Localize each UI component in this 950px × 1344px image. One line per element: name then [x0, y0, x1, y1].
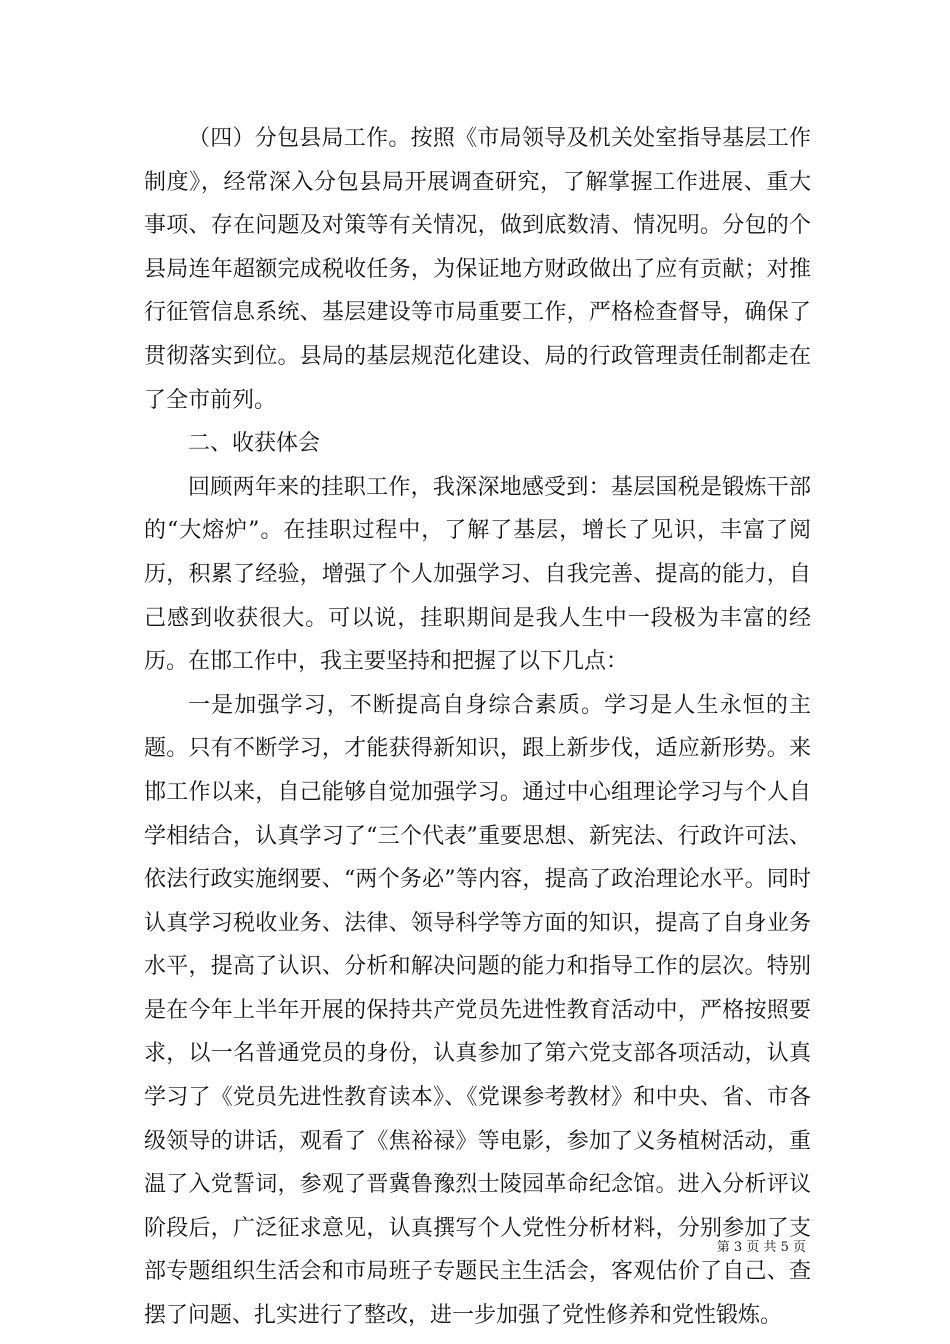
paragraph-section-four: （四）分包县局工作。按照《市局领导及机关处室指导基层工作制度》，经常深入分包县局开展调查研究，了解掌握工作进展、重大事项、存在问题及对策等有关情况，做到底数清、情况明。分包的个县局连年超额完成税收任务，为保证地方财政做出了应有贡献；对推行征管信息系统、基层建设等市局重要工作，严格检查督导，确保了贯彻落实到位。县局的基层规范化建设、局的行政管理责任制都走在了全市前列。: [144, 126, 811, 413]
page-number: 第 3 页 共 5 页: [716, 1240, 806, 1255]
document-body: [144, 117, 811, 1338]
paragraph-point-one: 一是加强学习，不断提高自身综合素质。学习是人生永恒的主题。只有不断学习，才能获得新知识，跟上新步伐，适应新形势。来邯工作以来，自己能够自觉加强学习。通过中心组理论学习与个人自学相结合，认真学习了“三个代表”重要思想、新宪法、行政许可法、依法行政实施纲要、“两个务必”等内容，提高了政治理论水平。同时认真学习税收业务、法律、领导科学等方面的知识，提高了自身业务水平，提高了认识、分析和解决问题的能力和指导工作的层次。特别是在今年上半年开展的保持共产党员先进性教育活动中，严格按照要求，以一名普通党员的身份，认真参加了第六党支部各项活动，认真学习了《党员先进性教育读本》、《党课参考教材》和中央、省、市各级领导的讲话，观看了《焦裕禄》等电影，参加了义务植树活动，重温了入党誓词，参观了晋冀鲁豫烈士陵园革命纪念馆。进入分析评议阶段后，广泛征求意见，认真撰写个人党性分析材料，分别参加了支部专题组织生活会和市局班子专题民主生活会，客观估价了自己、查摆了问题、扎实进行了整改，进一步加强了党性修养和党性锻炼。: [144, 692, 811, 1329]
paragraph-review: 回顾两年来的挂职工作，我深深地感受到：基层国税是锻炼干部的“大熔炉”。在挂职过程中，了解了基层，增长了见识，丰富了阅历，积累了经验，增强了个人加强学习、自我完善、提高的能力，自己感到收获很大。可以说，挂职期间是我人生中一段极为丰富的经历。在邯工作中，我主要坚持和把握了以下几点：: [144, 474, 811, 675]
heading-harvest-experience: 二、收获体会: [188, 431, 321, 457]
